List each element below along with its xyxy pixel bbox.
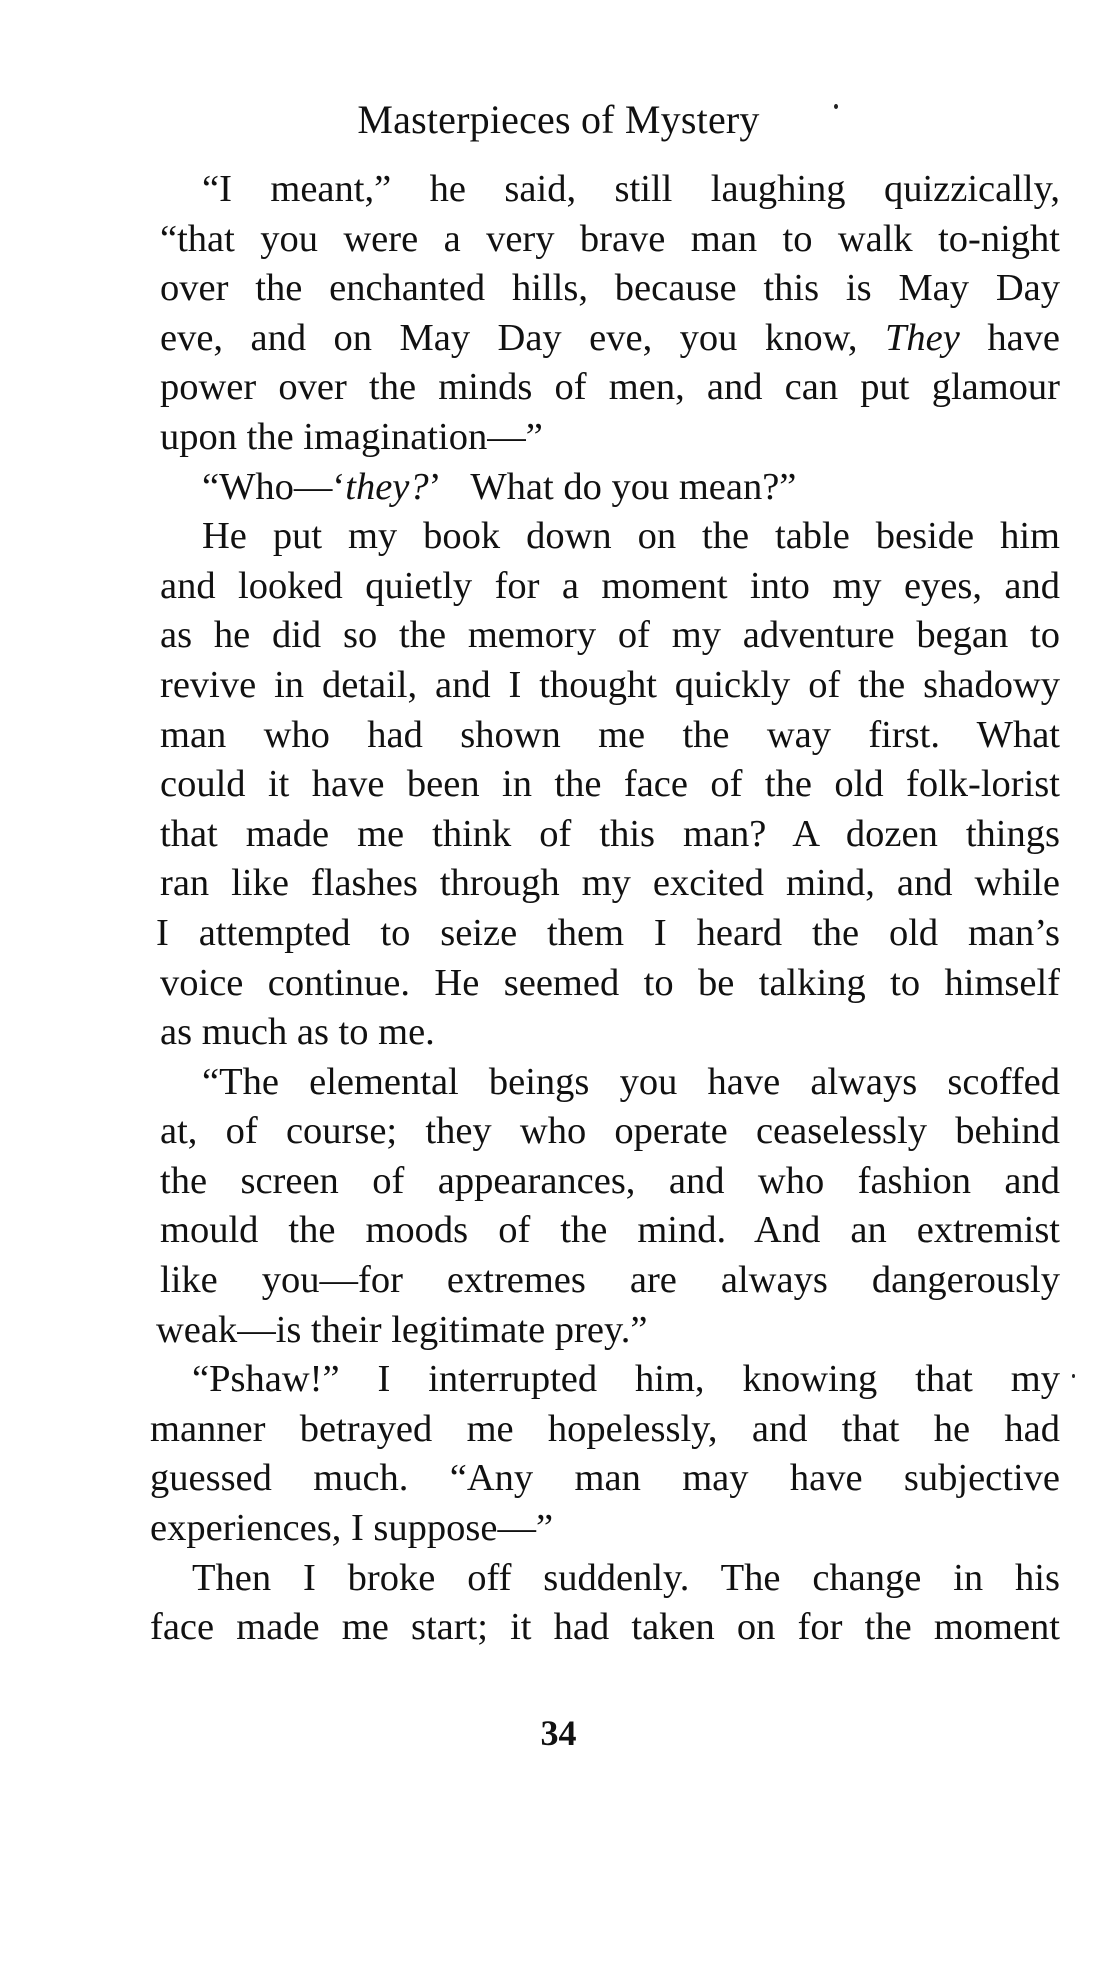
text-line: as he did so the memory of my adventure began to [160,614,1060,657]
text-line [160,463,1060,513]
text-line: voice continue. He seemed to be talking to himself [160,961,1060,1004]
text-line: as much as to me. [160,1011,435,1054]
text-line: power over the minds of men, and can put glamour [160,366,1060,409]
text-line: He put my book down on the table beside him [202,515,1060,558]
text-line: weak—is their legitimate prey.” [156,1308,648,1351]
text-line: “that you were a very brave man to walk to-night [160,217,1060,260]
text-line: Then I broke off suddenly. The change in his [192,1556,1060,1599]
text-line: upon the imagination—” [160,415,543,458]
text-fragment: What do you mean?” [470,465,797,508]
text-fragment: ’ [428,465,442,508]
text-line: “I meant,” he said, still laughing quizzically, [202,168,1060,210]
text-line: “Pshaw!” I interrupted him, knowing that my [192,1358,1060,1401]
text-line: I attempted to seize them I heard the old man’s [156,911,1060,954]
running-head: Masterpieces of Mystery [357,97,760,142]
text-line: man who had shown me the way first. What [160,713,1060,756]
text-line: experiences, I suppose—” [150,1507,554,1550]
text-line: manner betrayed me hopelessly, and that he had [150,1407,1060,1450]
ink-speck [834,104,838,109]
text-line: over the enchanted hills, because this is May Day [160,267,1060,310]
text-fragment: eve, and on May Day eve, you know, [160,316,858,359]
text-line: guessed much. “Any man may have subjective [150,1457,1060,1500]
page-number: 34 [540,1713,577,1753]
body-text [150,165,1061,1653]
text-line: and looked quietly for a moment into my eyes, and [160,564,1060,607]
text-line: revive in detail, and I thought quickly of the shadowy [160,663,1060,706]
text-line: mould the moods of the mind. And an extremist [160,1209,1060,1252]
text-line: ran like flashes through my excited mind, and while [160,862,1060,905]
text-line: that made me think of this man? A dozen things [160,812,1060,855]
text-line: like you—for extremes are always dangerously [160,1259,1060,1302]
text-line: face made me start; it had taken on for the moment [150,1606,1060,1649]
text-line: “The elemental beings you have always scoffed [202,1060,1060,1103]
text-fragment: have [987,316,1061,359]
text-line: could it have been in the face of the old folk-lorist [160,763,1060,806]
text-line: at, of course; they who operate ceaselessly behind [160,1110,1060,1153]
text-line: the screen of appearances, and who fashion and [160,1159,1060,1202]
text-fragment: “Who—‘ [202,465,346,508]
text-line [160,314,1060,364]
italic-they: They [885,316,960,359]
italic-they-question: they? [345,465,429,508]
ink-speck [1072,1374,1075,1378]
